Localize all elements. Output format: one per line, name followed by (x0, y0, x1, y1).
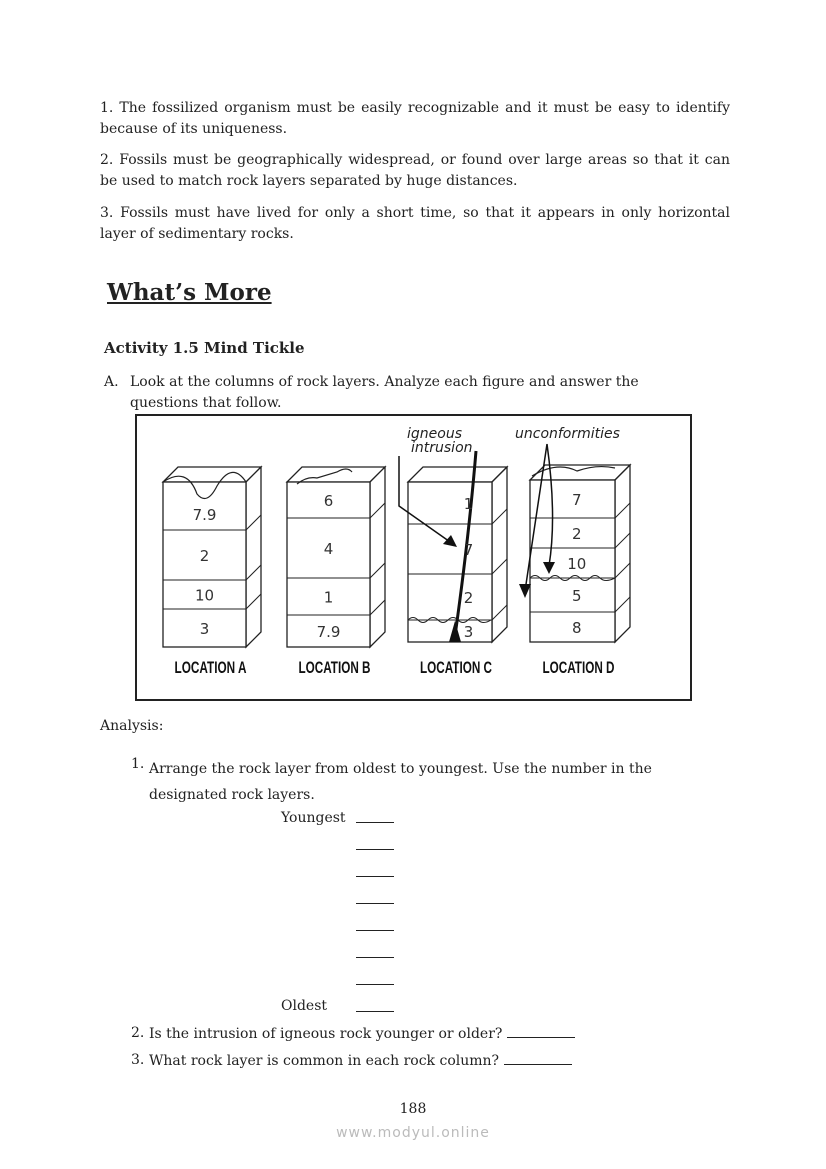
layer-label: 1 (463, 495, 474, 513)
layer-label: 2 (199, 547, 210, 565)
oldest-label: Oldest (281, 998, 328, 1014)
arrowhead (519, 584, 531, 598)
column-side (370, 467, 385, 647)
layer-label: 2 (571, 525, 582, 543)
order-answer-blank[interactable] (356, 918, 394, 931)
layer-label: 2 (463, 589, 474, 607)
column-side (246, 467, 261, 647)
question-1-text: Arrange the rock layer from oldest to youngest. Use the number in the designated rock layers. (149, 761, 652, 803)
location-label: LOCATION A (174, 658, 247, 677)
activity-title: Activity 1.5 Mind Tickle (104, 339, 305, 357)
location-label: LOCATION B (298, 658, 371, 677)
section-title: What’s More (107, 279, 272, 306)
question-3 (149, 1052, 572, 1069)
layer-label: 7 (571, 491, 582, 509)
question-2-text: Is the intrusion of igneous rock younger or older? (149, 1026, 503, 1042)
answer-2-blank[interactable] (507, 1025, 575, 1038)
annotation-label: unconformities (515, 426, 620, 442)
layer-label: 7 (463, 541, 474, 559)
order-answer-blank[interactable] (356, 999, 394, 1012)
question-3-text: What rock layer is common in each rock column? (149, 1053, 500, 1069)
annotation-label: intrusion (411, 440, 473, 456)
question-2-number: 2. (131, 1025, 145, 1041)
layer-label: 6 (323, 492, 334, 510)
location-label: LOCATION D (542, 658, 615, 677)
annotation-label: igneous (407, 426, 462, 442)
column-top (530, 465, 630, 480)
question-2 (149, 1025, 575, 1042)
criterion-3: 3. Fossils must have lived for only a short time, so that it appears in only horizontal layer of sedimentary rocks. (100, 205, 730, 242)
layer-label: 1 (323, 588, 334, 607)
location-label: LOCATION C (420, 658, 492, 677)
column-top (408, 467, 507, 482)
layer-label: 5 (571, 587, 582, 605)
youngest-label: Youngest (281, 810, 346, 826)
column-top (163, 467, 261, 482)
order-answer-blank[interactable] (356, 810, 394, 823)
column-top (287, 467, 385, 482)
question-1-number: 1. (131, 756, 145, 772)
layer-label: 7.9 (316, 623, 341, 641)
page-number: 188 (399, 1101, 427, 1117)
criterion-2: 2. Fossils must be geographically widespread, or found over large areas so that it can be used to match rock layers separated by huge distances. (100, 152, 730, 189)
order-answer-blank[interactable] (356, 891, 394, 904)
instruction-letter: A. (104, 374, 119, 390)
column-side (492, 467, 507, 642)
instruction-text: Look at the columns of rock layers. Analyze each figure and answer the questions that follow. (130, 374, 639, 411)
layer-label: 8 (571, 619, 582, 637)
layer-label: 4 (323, 540, 334, 558)
layer-label: 7.9 (192, 506, 217, 524)
watermark: www.modyul.online (336, 1125, 490, 1141)
column-side (615, 465, 630, 642)
order-answer-blank[interactable] (356, 945, 394, 958)
order-answer-blank[interactable] (356, 837, 394, 850)
question-3-number: 3. (131, 1052, 145, 1068)
order-answer-blank[interactable] (356, 864, 394, 877)
criterion-1: 1. The fossilized organism must be easily recognizable and it must be easy to identify because of its uniqueness. (100, 100, 730, 137)
layer-label: 3 (199, 620, 210, 638)
order-answer-blank[interactable] (356, 972, 394, 985)
analysis-label: Analysis: (100, 718, 164, 734)
layer-label: 10 (567, 555, 587, 573)
layer-label: 10 (194, 586, 215, 605)
layer-label: 3 (463, 623, 474, 641)
rock-layers-figure (135, 414, 692, 701)
answer-3-blank[interactable] (504, 1052, 572, 1065)
